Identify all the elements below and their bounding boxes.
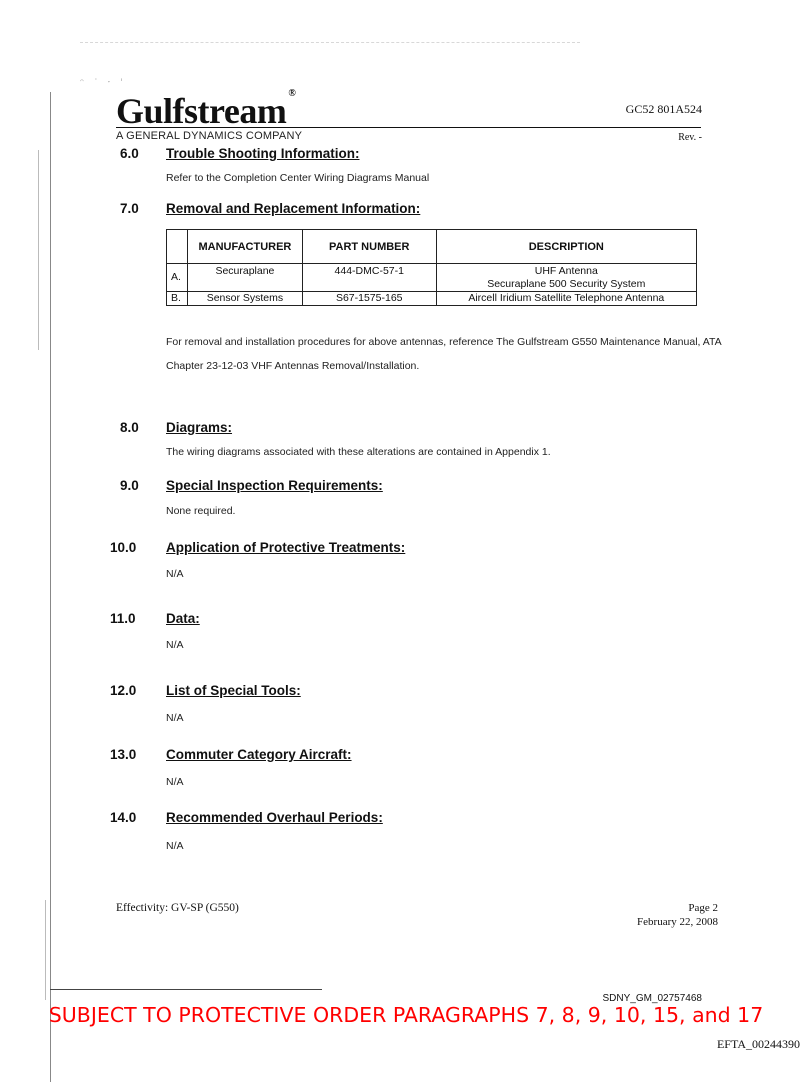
revision-label: Rev. -: [678, 132, 702, 143]
scan-margin-line: [45, 900, 46, 1000]
section-13-number: 13.0: [110, 747, 137, 762]
section-12-body: N/A: [166, 712, 184, 724]
section-14-title: Recommended Overhaul Periods:: [166, 810, 383, 825]
header-description: DESCRIPTION: [436, 230, 696, 264]
row-item: B.: [167, 292, 188, 306]
bates-number: SDNY_GM_02757468: [602, 993, 702, 1004]
section-14-body: N/A: [166, 840, 184, 852]
parts-table-header: [167, 230, 697, 264]
section-7-number: 7.0: [120, 201, 139, 216]
footer-rule: [50, 989, 322, 990]
section-8-body: The wiring diagrams associated with these alterations are contained in Appendix 1.: [166, 446, 551, 458]
section-13-body: N/A: [166, 776, 184, 788]
section-8-number: 8.0: [120, 420, 139, 435]
section-8-title: Diagrams:: [166, 420, 233, 435]
row-description: [436, 264, 696, 292]
section-10-number: 10.0: [110, 540, 137, 555]
table-row: [167, 264, 697, 292]
section-12-title: List of Special Tools:: [166, 683, 301, 698]
document-id: GC52 801A524: [625, 102, 702, 116]
section-9-body: None required.: [166, 505, 236, 517]
section-10-body: N/A: [166, 568, 184, 580]
table-row: [167, 292, 697, 306]
section-11-title: Data:: [166, 611, 200, 626]
section-14-number: 14.0: [110, 810, 137, 825]
scan-artifact-mark: ᵔ ˙ ˑ ˈ: [80, 78, 126, 89]
row-item: A.: [167, 264, 188, 292]
parts-table: [166, 229, 697, 306]
document-date: February 22, 2008: [637, 916, 718, 928]
header-rule: [116, 127, 701, 128]
section-11-number: 11.0: [110, 611, 136, 626]
row-description: Aircell Iridium Satellite Telephone Antenna: [436, 292, 696, 306]
gulfstream-logo: [116, 88, 296, 131]
efta-number: EFTA_00244390: [716, 1037, 800, 1051]
row-manufacturer: Securaplane: [187, 264, 302, 292]
logo-wordmark: Gulfstream: [116, 91, 287, 131]
section-7-title: Removal and Replacement Information:: [166, 201, 421, 216]
row-manufacturer: Sensor Systems: [187, 292, 302, 306]
section-9-number: 9.0: [120, 478, 139, 493]
registered-mark: ®: [288, 88, 296, 99]
scan-artifact-line: [80, 42, 580, 43]
section-6-body: Refer to the Completion Center Wiring Diagrams Manual: [166, 172, 430, 184]
header-part-number: PART NUMBER: [302, 230, 436, 264]
header-manufacturer: MANUFACTURER: [187, 230, 302, 264]
section-6-title: Trouble Shooting Information:: [166, 146, 360, 161]
page-number: Page 2: [688, 902, 718, 914]
section-10-title: Application of Protective Treatments:: [166, 540, 406, 555]
company-tagline: A GENERAL DYNAMICS COMPANY: [116, 130, 303, 142]
removal-paragraph: For removal and installation procedures for above antennas, reference The Gulfstream G550 Maintenance Manual, ATA Chapter 23-12-03 VHF Antennas Removal/Installation.: [166, 336, 722, 372]
section-13-title: Commuter Category Aircraft:: [166, 747, 352, 762]
row-part-number: 444-DMC-57-1: [302, 264, 436, 292]
section-11-body: N/A: [166, 639, 184, 651]
effectivity-label: Effectivity: GV-SP (G550): [116, 902, 239, 914]
scan-margin-line: [38, 150, 39, 350]
header-item-cell: [167, 230, 188, 264]
section-6-number: 6.0: [120, 146, 139, 161]
protective-order-banner: SUBJECT TO PROTECTIVE ORDER PARAGRAPHS 7, 8, 9, 10, 15, and 17: [48, 1003, 764, 1027]
row-part-number: S67-1575-165: [302, 292, 436, 306]
row-description-line: UHF Antenna: [534, 264, 598, 277]
row-description-line: Securaplane 500 Security System: [487, 277, 646, 290]
scan-margin-line: [50, 92, 51, 1082]
section-12-number: 12.0: [110, 683, 137, 698]
section-9-title: Special Inspection Requirements:: [166, 478, 383, 493]
